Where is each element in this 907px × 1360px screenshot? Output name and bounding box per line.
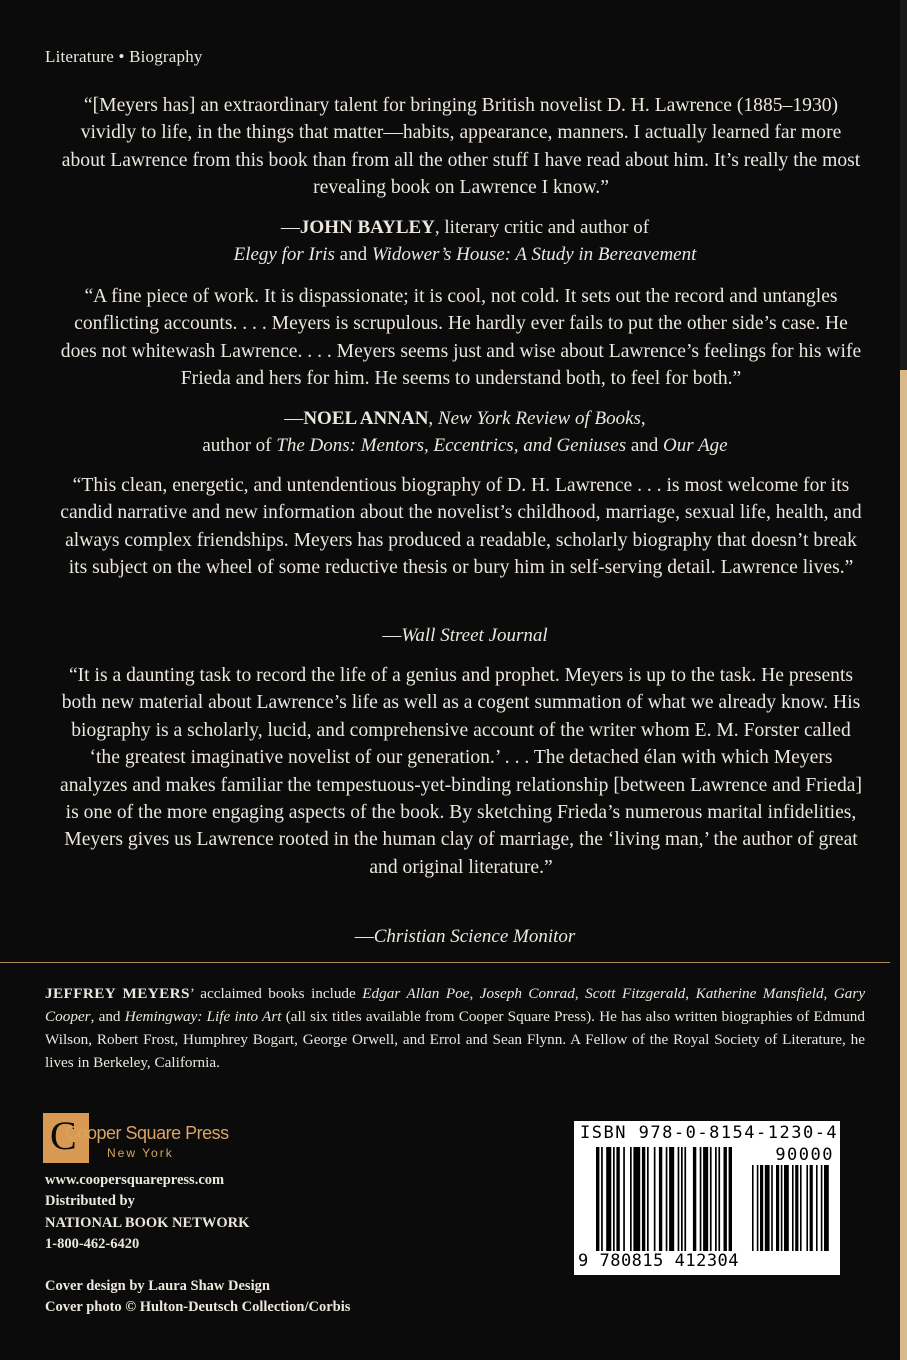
barcode-bar: [669, 1147, 674, 1251]
barcode-bar: [623, 1147, 625, 1251]
publisher-city: New York: [107, 1146, 174, 1160]
spine-edge: [900, 370, 907, 1360]
barcode-bar: [776, 1165, 779, 1251]
publisher-info: [45, 1170, 249, 1255]
spine-edge-top: [900, 0, 907, 370]
barcode-bar: [806, 1165, 808, 1251]
barcode-bar: [765, 1165, 770, 1251]
barcode-bar: [666, 1147, 668, 1251]
barcode-bar: [710, 1147, 712, 1251]
barcode-bar: [752, 1165, 754, 1251]
barcode-bar: [781, 1165, 783, 1251]
section-divider: [0, 962, 890, 963]
barcode-bar: [700, 1147, 702, 1251]
barcode-bar: [684, 1147, 686, 1251]
barcode-bar: [795, 1165, 798, 1251]
barcode-bar: [647, 1147, 649, 1251]
review-attribution-2: —NOEL ANNAN, New York Review of Books, author of The Dons: Mentors, Eccentrics, and Geniuses and Our Age: [202, 408, 728, 456]
barcode-bar: [596, 1147, 599, 1251]
distributor-name: NATIONAL BOOK NETWORK: [45, 1214, 250, 1231]
barcode-bar: [816, 1165, 818, 1251]
reviewer-name: JOHN BAYLEY: [299, 217, 435, 238]
barcode-bar: [821, 1165, 823, 1251]
barcode-bar: [800, 1165, 802, 1251]
barcode-bar: [633, 1147, 640, 1251]
author-name: JEFFREY MEYERS: [45, 985, 190, 1002]
review-quote-2: “A fine piece of work. It is dispassionate; it is cool, not cold. It sets out the record and untangles conflicting accounts. . . . Meyers is scrupulous. He hardly ever fails to put the other side’s case. He does not whitewash Lawrence. . . . Meyers seems just and wise about Lawrence’s feelings for his wife Frieda and hers for him. He seems to understand both, to feel for both.”: [60, 286, 862, 390]
category-label: Literature • Biography: [45, 47, 203, 66]
barcode-bar: [724, 1147, 727, 1251]
review-quote-4: “It is a daunting task to record the life of a genius and prophet. Meyers is up to the task. He presents both new material about Lawrence’s life as well as a cogent summation of what we already know. His biography is a scholarly, lucid, and comprehensive account of the writer whom E. M. Forster called ‘the greatest imaginative novelist of our generation.’ . . . The detached élan with which Meyers analyzes and makes familiar the tempestuous-yet-binding relationship [between Lawrence and Frieda] is one of the more engaging aspects of the book. By sketching Frieda’s numerous marital infidelities, Meyers gives us Lawrence rooted in the human clay of marriage, the ‘living man,’ the author of great and original literature.”: [60, 665, 862, 878]
barcode-bar: [613, 1147, 615, 1251]
barcode-bar: [678, 1147, 680, 1251]
barcode-bar: [760, 1165, 763, 1251]
barcode-bar: [718, 1147, 720, 1251]
distributor-phone: 1-800-462-6420: [45, 1235, 140, 1252]
barcode-bar: [601, 1147, 603, 1251]
barcode-bar: [784, 1165, 789, 1251]
barcode-bar: [606, 1147, 611, 1251]
barcode-bar: [771, 1165, 773, 1251]
barcode-bar: [715, 1147, 717, 1251]
barcode-bar: [630, 1147, 632, 1251]
barcode-bar: [642, 1147, 645, 1251]
reviewer-name: NOEL ANNAN: [303, 408, 429, 429]
cover-credits: [45, 1276, 350, 1319]
publisher-website: www.coopersquarepress.com: [45, 1172, 225, 1188]
barcode-bar: [757, 1165, 759, 1251]
barcode-bar: [681, 1147, 683, 1251]
barcode-bar: [792, 1165, 794, 1251]
barcode-bar: [616, 1147, 619, 1251]
isbn-barcode: [574, 1121, 840, 1275]
isbn-number: ISBN 978-0-8154-1230-4: [580, 1123, 839, 1143]
price-code: 90000: [775, 1145, 834, 1165]
distributed-by-label: Distributed by: [45, 1193, 135, 1210]
barcode-bar: [810, 1165, 813, 1251]
review-quote-3: “This clean, energetic, and untendentious biography of D. H. Lawrence . . . is most welcome for its candid narrative and new information about the novelist’s childhood, marriage, sexual life, health, and always complex friendships. Meyers has produced a readable, scholarly biography that doesn’t break its subject on the wheel of some reductive thesis or bury him in self-serving detail. Lawrence lives.”: [60, 475, 862, 579]
review-quote-1: “[Meyers has] an extraordinary talent for bringing British novelist D. H. Lawrence (1885–1930) vividly to life, in the things that matter—habits, appearance, manners. I actually learned far more about Lawrence from this book than from all the other stuff I have read about him. It’s really the most revealing book on Lawrence I know.”: [61, 95, 861, 199]
barcode-bar: [703, 1147, 708, 1251]
review-attribution-4: —Christian Science Monitor: [354, 926, 576, 947]
barcode-bar: [659, 1147, 662, 1251]
author-bio: JEFFREY MEYERS’ acclaimed books include Edgar Allan Poe, Joseph Conrad, Scott Fitzgerald, Katherine Mansfield, Gary Cooper, and Hemingway: Life into Art (all six titles available from Cooper Square Press). He has also written biographies of Edmund Wilson, Robert Frost, Humphrey Bogart, George Orwell, and Errol and Sean Flynn. A Fellow of the Royal Society of Literature, he lives in Berkeley, California.: [45, 985, 866, 1071]
barcode-bar: [693, 1147, 696, 1251]
barcode-bar: [654, 1147, 656, 1251]
barcode-digits: 9 780815 412304: [578, 1251, 740, 1271]
barcode-bars: [574, 1147, 840, 1259]
cover-photo-credit: Cover photo © Hulton-Deutsch Collection/Corbis: [45, 1299, 351, 1316]
logo-letter: C: [50, 1113, 77, 1158]
barcode-bar: [824, 1165, 829, 1251]
barcode-bar: [729, 1147, 732, 1251]
review-attribution-1: —JOHN BAYLEY, literary critic and author of Elegy for Iris and Widower’s House: A Study in Bereavement: [233, 217, 697, 265]
review-attribution-3: —Wall Street Journal: [382, 625, 548, 646]
publisher-name: Cooper Square Press: [65, 1123, 229, 1143]
cover-design-credit: Cover design by Laura Shaw Design: [45, 1278, 270, 1294]
